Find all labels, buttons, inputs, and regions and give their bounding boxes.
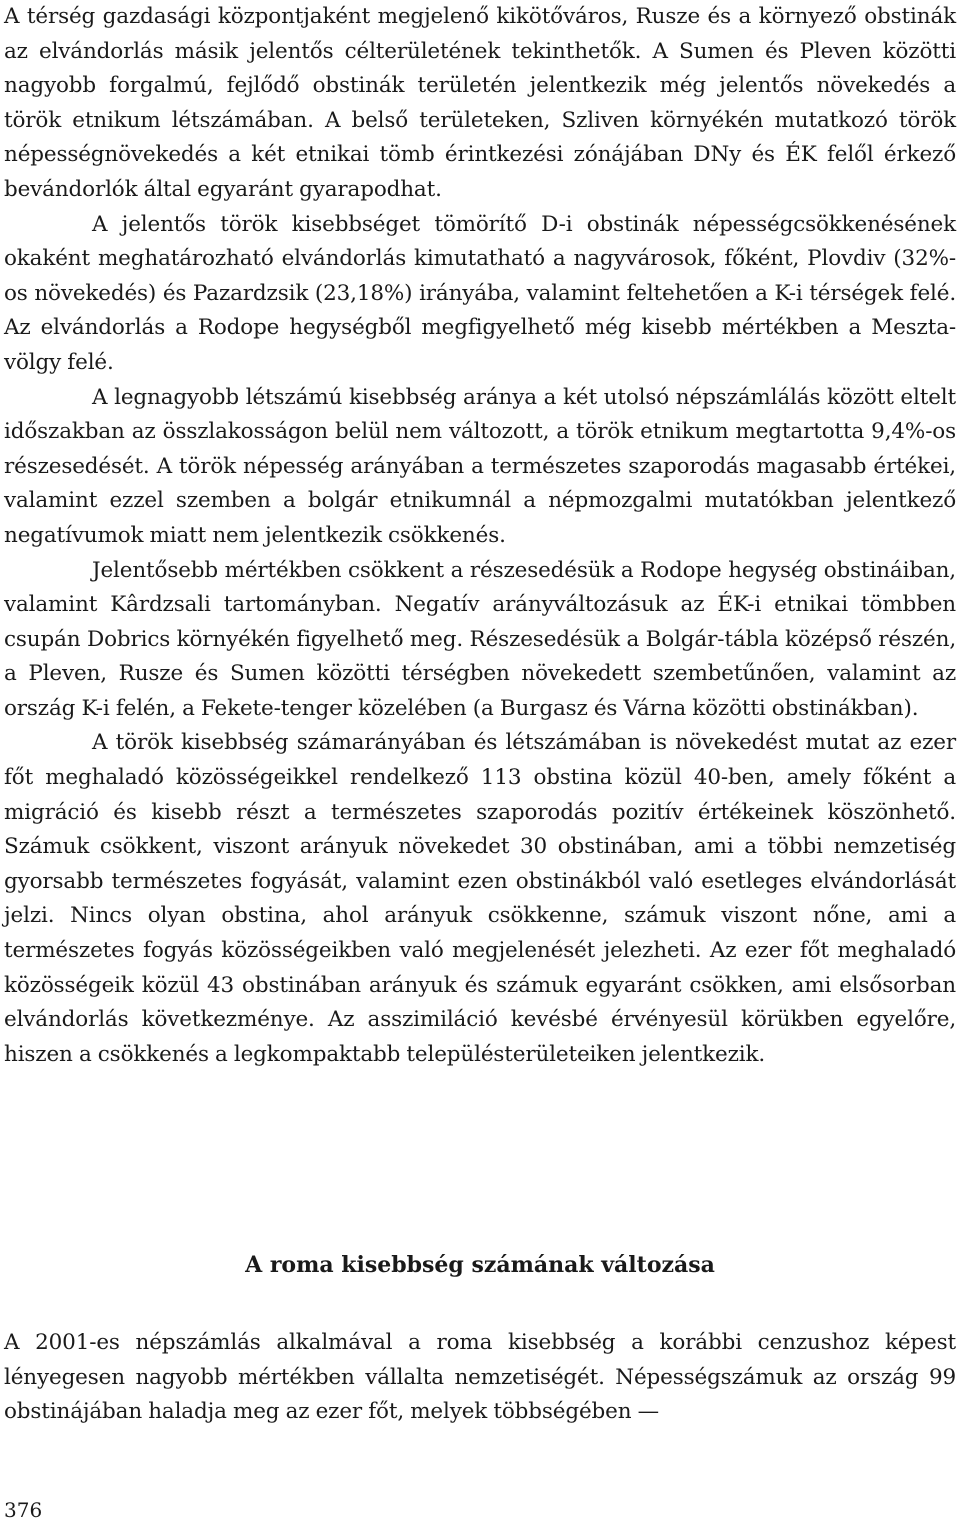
section-heading: A roma kisebbség számának változása (245, 1252, 715, 1278)
document-page (4, 0, 956, 1425)
paragraph-1: A térség gazdasági központjaként megjelenő kikötőváros, Rusze és a környező obstinák az elvándorlás másik jelentős célterületének tekinthetők. A Sumen és Pleven közötti nagyobb forgalmú, fejlődő obstinák területén jelentkezik még jelentős növekedés a török etnikum létszámában. A belső területeken, Szliven környékén mutatkozó török népességnövekedés a két etnikai tömb érintkezési zónájában DNy és ÉK felől érkező bevándorlók által egyaránt gyarapodhat. (4, 4, 956, 202)
paragraph-5: A török kisebbség számarányában és létszámában is növekedést mutat az ezer főt meghaladó közösségeikkel rendelkező 113 obstina közül 40-ben, amely főként a migráció és kisebb részt a természetes szaporodás pozitív értékeinek köszönhető. Számuk csökkent, viszont arányuk növekedet 30 obstinában, ami a többi nemzetiség gyorsabb természetes fogyását, valamint ezen obstinákból való esetleges elvándorlását jelzi. Nincs olyan obstina, ahol arányuk csökkenne, számuk viszont nőne, ami a természetes fogyás közösségeikben való megjelenését jelezheti. Az ezer főt meghaladó közösségeik közül 43 obstinában arányuk és számuk egyaránt csökken, ami elsősorban elvándorlás következménye. Az asszimiláció kevésbé érvényesül körükben egyelőre, hiszen a csökkenés a legkompaktabb településterületeiken jelentkezik. (4, 730, 956, 1067)
page-number: 376 (4, 1498, 43, 1522)
paragraph-3: A legnagyobb létszámú kisebbség aránya a két utolsó népszámlálás között eltelt időszakban az összlakosságon belül nem változott, a török etnikum megtartotta 9,4%-os részesedését. A török népesség arányában a természetes szaporodás magasabb értékei, valamint ezzel szemben a bolgár etnikumnál a népmozgalmi mutatókban jelentkező negatívumok miatt nem jelentkezik csökkenés. (4, 384, 956, 548)
paragraph-2: A jelentős török kisebbséget tömörítő D-i obstinák népességcsökkenésének okaként meghatározható elvándorlás kimutatható a nagyvárosok, főként, Plovdiv (32%-os növekedés) és Pazardzsik (23,18%) irányába, valamint feltehetően a K-i térségek felé. Az elvándorlás a Rodope hegységből megfigyelhető még kisebb mértékben a Meszta-völgy felé. (4, 211, 956, 375)
paragraph-4: Jelentősebb mértékben csökkent a részesedésük a Rodope hegység obstináiban, valamint Kârdzsali tartományban. Negatív arányváltozásuk az ÉK-i etnikai tömbben csupán Dobrics környékén figyelhető meg. Részesedésük a Bolgár-tábla középső részén, a Pleven, Rusze és Sumen közötti térségben növekedett szembetűnően, valamint az ország K-i felén, a Fekete-tenger közelében (a Burgasz és Várna közötti obstinákban). (4, 557, 956, 721)
body-text (4, 0, 956, 1072)
section-paragraph: A 2001-es népszámlás alkalmával a roma kisebbség a korábbi cenzushoz képest lényegesen nagyobb mértékben vállalta nemzetiségét. Népességszámuk az ország 99 obstinájában haladja meg az ezer főt, melyek többségében — (4, 1330, 956, 1425)
